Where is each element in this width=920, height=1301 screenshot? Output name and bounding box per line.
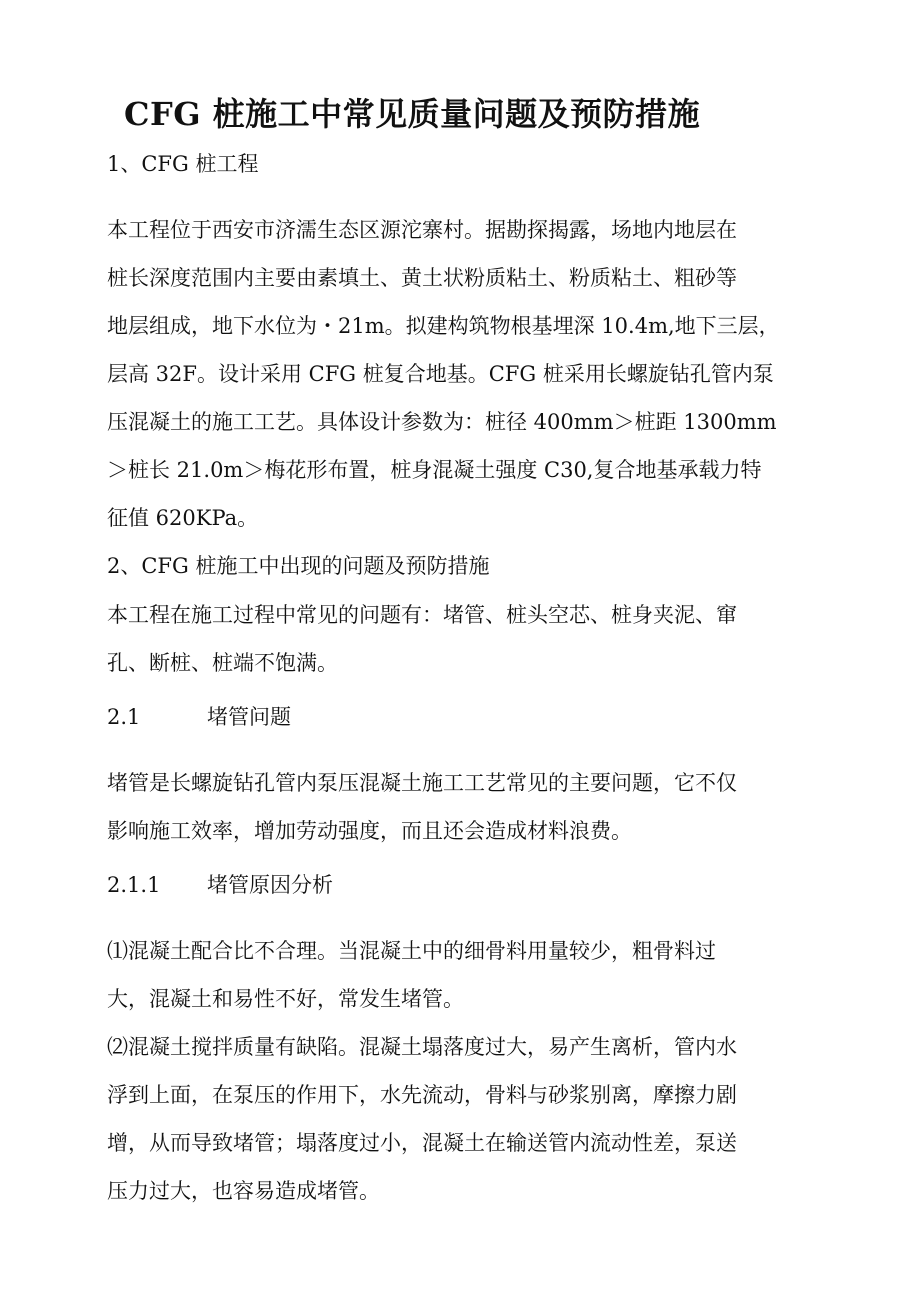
paragraph-line: 层高 32F。设计采用 CFG 桩复合地基。CFG 桩采用长螺旋钻孔管内泵 — [107, 362, 774, 386]
paragraph-line: ＞桩长 21.0m＞梅花形布置，桩身混凝土强度 C30,复合地基承载力特 — [107, 458, 762, 482]
paragraph-line: 本工程在施工过程中常见的问题有：堵管、桩头空芯、桩身夹泥、窜 — [107, 603, 737, 627]
section-2-1-1-heading — [107, 871, 333, 899]
list-item-line: 浮到上面，在泵压的作用下，水先流动，骨料与砂浆别离，摩擦力剧 — [107, 1083, 737, 1107]
paragraph-line: 征值 620KPa。 — [107, 506, 259, 530]
paragraph-line: 本工程位于西安市济濡生态区源沱寨村。据勘探揭露，场地内地层在 — [107, 218, 737, 242]
list-item-line: ⑵混凝土搅拌质量有缺陷。混凝土塌落度过大，易产生离析，管内水 — [107, 1035, 737, 1059]
paragraph-line: 影响施工效率，增加劳动强度，而且还会造成材料浪费。 — [107, 819, 632, 843]
paragraph-line: 桩长深度范围内主要由素填土、黄土状粉质粘土、粉质粘土、粗砂等 — [107, 266, 737, 290]
list-item-line: ⑴混凝土配合比不合理。当混凝土中的细骨料用量较少，粗骨料过 — [107, 939, 716, 963]
section-1-heading: 1、CFG 桩工程 — [107, 152, 259, 176]
section-number: 2.1.1 — [107, 873, 161, 897]
section-2-heading: 2、CFG 桩施工中出现的问题及预防措施 — [107, 554, 490, 578]
paragraph-line: 地层组成，地下水位为・21m。拟建构筑物根基埋深 10.4m,地下三层， — [107, 314, 780, 338]
document-title: CFG 桩施工中常见质量问题及预防措施 — [124, 95, 701, 133]
list-item-line: 压力过大，也容易造成堵管。 — [107, 1179, 380, 1203]
section-2-1-heading — [107, 703, 291, 731]
paragraph-line: 堵管是长螺旋钻孔管内泵压混凝土施工工艺常见的主要问题，它不仅 — [107, 771, 737, 795]
paragraph-line: 压混凝土的施工工艺。具体设计参数为：桩径 400mm＞桩距 1300mm — [107, 410, 777, 434]
list-item-line: 大，混凝土和易性不好，常发生堵管。 — [107, 987, 464, 1011]
list-item-line: 增，从而导致堵管；塌落度过小，混凝土在输送管内流动性差，泵送 — [107, 1131, 737, 1155]
section-title: 堵管问题 — [207, 705, 291, 729]
section-title: 堵管原因分析 — [207, 873, 333, 897]
section-number: 2.1 — [107, 705, 141, 729]
paragraph-line: 孔、断桩、桩端不饱满。 — [107, 651, 338, 675]
